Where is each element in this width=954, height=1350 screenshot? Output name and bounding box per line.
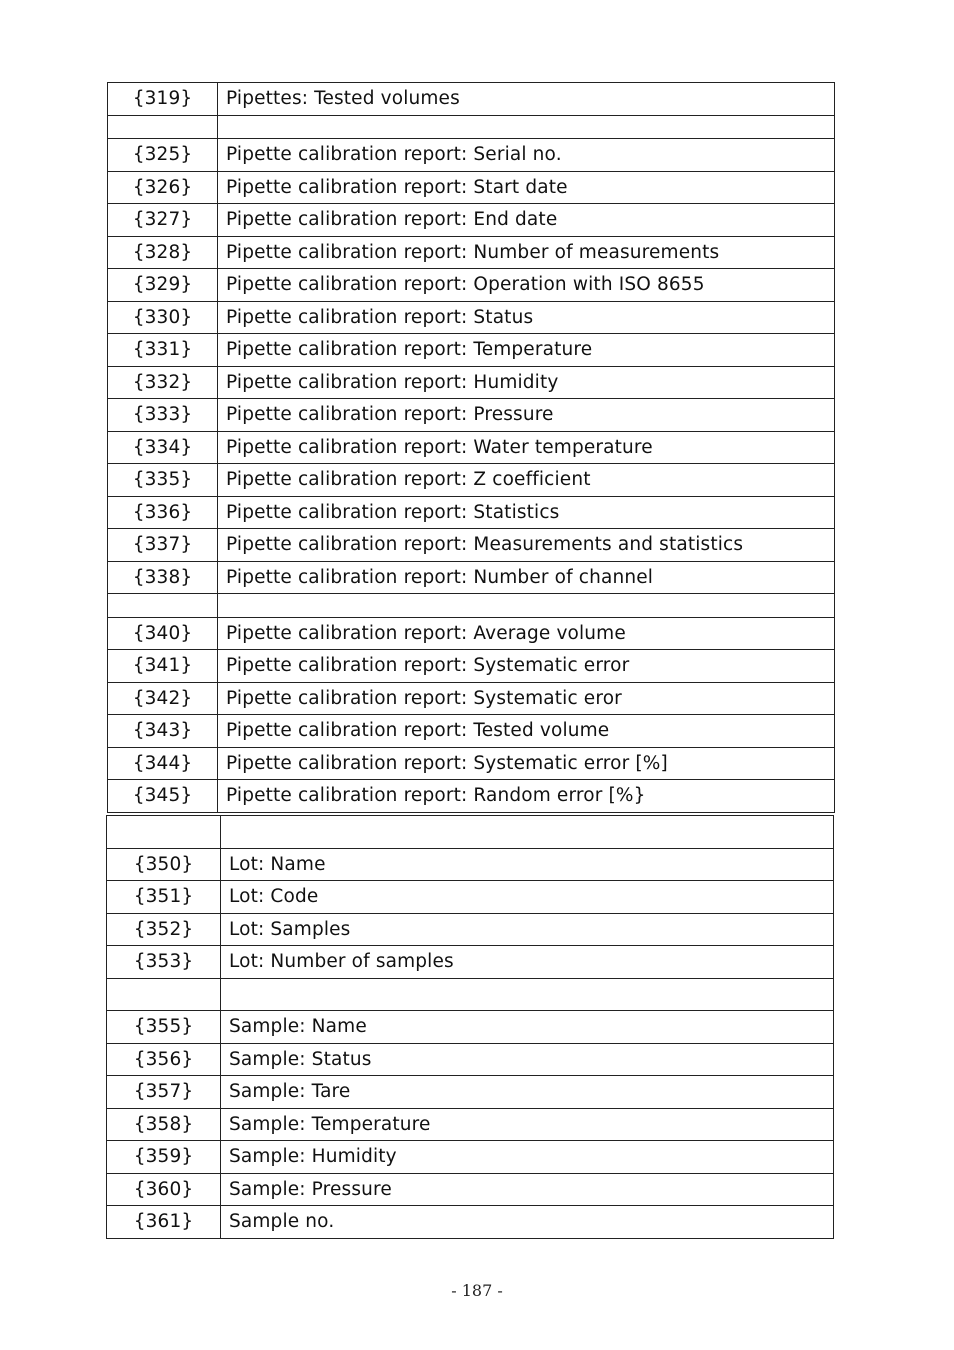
table-row	[108, 747, 835, 780]
table-row	[107, 1108, 834, 1141]
table-row-empty	[108, 115, 835, 139]
description-cell: Pipette calibration report: Temperature	[218, 334, 835, 367]
code-cell	[108, 115, 218, 139]
description-cell: Pipette calibration report: Pressure	[218, 399, 835, 432]
description-cell: Lot: Samples	[221, 913, 834, 946]
table-row	[108, 780, 835, 813]
code-cell: {338}	[108, 561, 218, 594]
code-cell: {336}	[108, 496, 218, 529]
table-row	[107, 1076, 834, 1109]
description-cell	[221, 816, 834, 849]
table-row	[108, 269, 835, 302]
description-cell: Sample no.	[221, 1206, 834, 1239]
description-cell: Sample: Humidity	[221, 1141, 834, 1174]
code-cell: {359}	[107, 1141, 221, 1174]
description-cell: Pipette calibration report: Number of channel	[218, 561, 835, 594]
table-row	[108, 617, 835, 650]
code-cell: {325}	[108, 139, 218, 172]
description-cell	[221, 978, 834, 1011]
table-row	[108, 83, 835, 116]
code-cell: {357}	[107, 1076, 221, 1109]
description-cell: Sample: Status	[221, 1043, 834, 1076]
table-row	[108, 464, 835, 497]
code-cell: {361}	[107, 1206, 221, 1239]
code-cell: {335}	[108, 464, 218, 497]
table-row	[107, 913, 834, 946]
description-cell: Pipette calibration report: Systematic error	[218, 650, 835, 683]
description-cell: Pipette calibration report: Start date	[218, 171, 835, 204]
table-row	[108, 529, 835, 562]
code-cell: {355}	[107, 1011, 221, 1044]
table-row-empty	[107, 816, 834, 849]
code-cell: {334}	[108, 431, 218, 464]
code-cell: {358}	[107, 1108, 221, 1141]
description-cell: Sample: Pressure	[221, 1173, 834, 1206]
description-cell	[218, 594, 835, 618]
code-cell: {337}	[108, 529, 218, 562]
table-row-empty	[108, 594, 835, 618]
code-cell: {353}	[107, 946, 221, 979]
table-row	[108, 171, 835, 204]
description-cell: Pipette calibration report: Statistics	[218, 496, 835, 529]
table-row	[108, 561, 835, 594]
table-row-empty	[107, 978, 834, 1011]
table-row	[108, 431, 835, 464]
code-cell: {332}	[108, 366, 218, 399]
table-row	[108, 366, 835, 399]
code-cell: {345}	[108, 780, 218, 813]
code-cell: {331}	[108, 334, 218, 367]
description-cell: Pipette calibration report: Number of measurements	[218, 236, 835, 269]
table-row	[107, 1141, 834, 1174]
table-row	[107, 848, 834, 881]
description-cell: Pipette calibration report: Humidity	[218, 366, 835, 399]
code-cell: {352}	[107, 913, 221, 946]
description-cell: Lot: Number of samples	[221, 946, 834, 979]
description-cell: Pipette calibration report: Z coefficient	[218, 464, 835, 497]
table-row	[107, 1043, 834, 1076]
table-row	[108, 204, 835, 237]
code-cell: {329}	[108, 269, 218, 302]
code-cell: {341}	[108, 650, 218, 683]
description-cell: Lot: Name	[221, 848, 834, 881]
table-row	[108, 682, 835, 715]
description-cell: Pipette calibration report: Status	[218, 301, 835, 334]
table-row	[108, 715, 835, 748]
code-table-body	[107, 816, 834, 1239]
code-cell	[108, 594, 218, 618]
code-cell	[107, 978, 221, 1011]
description-cell: Lot: Code	[221, 881, 834, 914]
code-cell: {326}	[108, 171, 218, 204]
code-cell: {328}	[108, 236, 218, 269]
code-cell: {344}	[108, 747, 218, 780]
description-cell: Pipette calibration report: Random error [%}	[218, 780, 835, 813]
table-row	[108, 236, 835, 269]
description-cell: Pipette calibration report: Tested volume	[218, 715, 835, 748]
code-table-pipette	[107, 82, 835, 813]
code-cell: {319}	[108, 83, 218, 116]
description-cell: Sample: Tare	[221, 1076, 834, 1109]
description-cell: Pipette calibration report: Systematic error [%]	[218, 747, 835, 780]
description-cell: Pipette calibration report: Operation with ISO 8655	[218, 269, 835, 302]
description-cell: Pipette calibration report: Systematic eror	[218, 682, 835, 715]
table-row	[107, 881, 834, 914]
description-cell: Pipettes: Tested volumes	[218, 83, 835, 116]
table-row	[108, 496, 835, 529]
table-row	[108, 399, 835, 432]
code-cell: {327}	[108, 204, 218, 237]
page-number: - 187 -	[451, 1281, 503, 1300]
description-cell	[218, 115, 835, 139]
code-cell	[107, 816, 221, 849]
table-row	[107, 946, 834, 979]
description-cell: Pipette calibration report: Average volume	[218, 617, 835, 650]
table-row	[107, 1206, 834, 1239]
description-cell: Pipette calibration report: End date	[218, 204, 835, 237]
table-row	[108, 139, 835, 172]
code-cell: {340}	[108, 617, 218, 650]
description-cell: Sample: Temperature	[221, 1108, 834, 1141]
code-table-body	[108, 83, 835, 813]
table-row	[108, 301, 835, 334]
description-cell: Pipette calibration report: Serial no.	[218, 139, 835, 172]
code-cell: {342}	[108, 682, 218, 715]
code-table-lot-sample	[106, 815, 834, 1239]
code-cell: {360}	[107, 1173, 221, 1206]
description-cell: Pipette calibration report: Measurements and statistics	[218, 529, 835, 562]
table-row	[107, 1173, 834, 1206]
table-row	[107, 1011, 834, 1044]
code-cell: {350}	[107, 848, 221, 881]
code-cell: {351}	[107, 881, 221, 914]
code-cell: {356}	[107, 1043, 221, 1076]
table-row	[108, 650, 835, 683]
code-cell: {333}	[108, 399, 218, 432]
code-cell: {330}	[108, 301, 218, 334]
description-cell: Sample: Name	[221, 1011, 834, 1044]
table-row	[108, 334, 835, 367]
code-cell: {343}	[108, 715, 218, 748]
description-cell: Pipette calibration report: Water temperature	[218, 431, 835, 464]
